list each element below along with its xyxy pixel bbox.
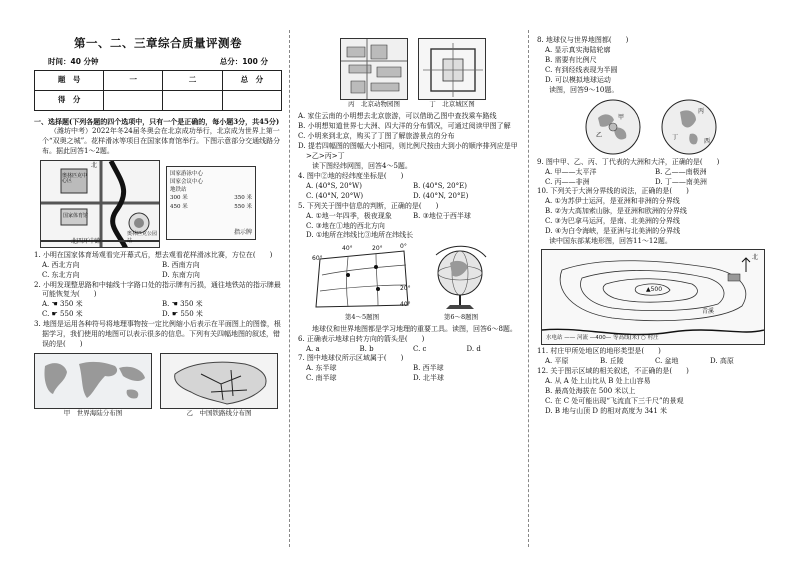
option[interactable]: D. ④为白令海峡，是亚洲与北美洲的分界线 [545,227,681,236]
q7-options [298,374,520,384]
stadium-label: 国家体育馆 [63,212,89,219]
column-divider [528,30,529,547]
hemisphere-left [584,98,642,156]
figure-jia [34,353,152,418]
china-rail-map-image [160,353,278,409]
option[interactable]: C. 南半球 [306,374,337,383]
q11-options [537,357,765,367]
grid-label: 60° [312,255,323,263]
option[interactable]: A. (40°S, 20°W) [306,181,362,190]
option[interactable]: A. ☚ 350 米 [42,300,83,309]
section-heading: 一、选择题(下列各题的四个选项中，只有一个是正确的，每小题3分，共45分) [34,116,280,126]
scale-item: 450 米 [170,203,188,210]
figure-bing [340,38,408,109]
sign-label: 指示牌 [233,229,252,237]
grid-label: 20° [400,285,411,293]
score-header: 二 [163,70,222,90]
caption-bing: 丙 北京动物园图 [348,100,400,108]
score-cell[interactable] [163,90,222,110]
option[interactable]: C. ③为巴拿马运河，是南、北美洲的分界线 [545,217,680,226]
q5-options [298,212,520,222]
time-limit: 时间：40 分钟 [48,57,99,67]
globe-label-bing: 丙 [698,107,705,115]
hemisphere-right [660,98,718,156]
legend-item: 国家会议中心 [170,178,204,185]
graticule-image [312,245,412,313]
caption-yi: 乙 中国铁路线分布图 [186,409,252,418]
globe-image [426,245,496,313]
question-3: 3. 地图是运用各种符号将地理事物按一定比例缩小后表示在平面图上的图像，根据学习，我们使用的地图可以表示很多的信息。下列有关四幅地图的叙述，错误的是( ) [34,320,281,349]
passage-1: （潍坊中考）2022年冬24届冬奥会在北京成功举行，北京成为世界上第一个“双奥之城”。花样滑冰等项目在国家体育馆举行。下图示意部分交通线路分布。据此回答1～2题。 [42,126,281,155]
contour-legend: 水电站 —— 河流 —400— 等高线(米) ○ 村庄 [546,335,659,342]
q9-options [537,168,765,178]
option[interactable]: B. ☚ 350 米 [162,300,203,309]
option[interactable]: B. 最高处海拔在 500 米以上 [545,386,636,395]
q1-options [34,271,282,281]
option[interactable]: C. 小明来到北京，购买了丁图了解旅游景点的分布 [298,132,455,141]
question-8: 8. 地球仪与世界地图都( ) [537,36,629,44]
score-header: 总 分 [222,70,281,90]
peak-label: ▲500 [646,286,663,294]
option[interactable]: D. ①地所在纬线比③地所在纬线长 [306,231,414,240]
passage-2: 读下图经纬网图，回答4～5题。 [312,161,412,170]
q5-options [298,222,520,232]
option[interactable]: B. ③地位于西半球 [413,211,471,220]
question-5: 5. 下列关于图中信息的判断，正确的是( ) [298,201,439,210]
column-divider [289,30,290,547]
option[interactable]: B. 小明想知道世界七大洲、四大洋的分布情况，可通过阅读甲图了解 [298,122,511,131]
grid-label: 40° [400,301,411,309]
olympic-area-map [40,160,160,248]
option[interactable]: D. d [466,344,481,353]
option[interactable]: D. 可以模拟地球运动 [545,75,611,84]
score-cell[interactable] [104,90,163,110]
option[interactable]: A. 家住云南的小明想去北京旅游，可以借助乙图中查找乘车路线 [298,112,497,121]
score-row-label: 得 分 [35,90,104,110]
option[interactable]: C. 有到经线表现为半圆 [545,65,618,74]
q4-options [298,192,520,202]
option[interactable]: A. 平原 [545,357,569,365]
olympic-center-label: 奥林匹克中心区 [62,172,88,185]
figure-olympic-map [40,160,282,248]
column-1 [34,32,282,547]
scale-item: 350 米 [234,195,252,202]
option[interactable]: C. 丙——非洲 [545,177,590,186]
globe-label-jia: 甲 [618,113,625,121]
figure-q3-maps-2 [340,38,520,109]
option[interactable]: B. b [359,344,374,353]
option[interactable]: C. 在 C 处可能出现“飞流直下三千尺”的景观 [545,396,684,405]
city-map-image [418,38,486,100]
option[interactable]: A. a [306,344,320,353]
option[interactable]: B. 乙——南极洲 [655,167,707,176]
option[interactable]: B. 西南方向 [162,260,200,269]
q10-options [537,197,765,237]
option[interactable]: D. 高原 [710,357,734,365]
option[interactable]: D. 提若四幅图的图幅大小相同，则比例尺按由大到小的顺序排列应是甲>乙>丙>丁 [298,142,518,160]
north-label: 北 [751,254,758,262]
question-2: 2. 小明发现整思路和中轴线十字路口处的指示牌有污损，通往地铁站的指示牌最可能恢复为( ) [34,280,281,299]
total-score: 总分：100 分 [219,57,268,67]
question-1: 1. 小明在国家体育场观看完开幕式后，想去观看花样滑冰比赛，方位在( ) [34,250,273,259]
column-2 [298,38,520,547]
option[interactable]: D. 北半球 [413,374,444,383]
question-10: 10. 下列关于大洲分界线的说法，正确的是( ) [537,187,689,196]
road-label: 北四环中路 [71,238,102,246]
q4-options [298,182,520,192]
figure-yi [160,353,278,418]
q3-options [298,112,520,162]
caption-ding: 丁 北京城区图 [429,100,475,108]
q6-options [298,345,520,355]
passage-3: 地球仪和世界地图都是学习地理的重要工具。读图，回答6～8题。 [312,324,517,333]
option[interactable]: D. 丁——南美洲 [655,177,707,186]
q9-options [537,178,765,188]
legend-panel [166,166,256,240]
station-label: 奥林匹克公园站 [127,230,158,244]
option[interactable]: A. 从 A 处上山比从 B 处上山容易 [545,376,651,385]
score-table [34,70,282,111]
figure-globe [426,245,496,322]
option[interactable]: C. c [413,344,427,353]
question-6: 6. 正确表示地球自转方向的箭头是( ) [298,334,425,343]
option[interactable]: C. (40°N, 20°W) [306,191,364,200]
question-7: 7. 图中地球仪所示区域属于( ) [298,354,404,363]
q12-options [537,377,765,417]
figure-q3-maps [34,353,282,418]
option[interactable]: D. (40°N, 20°E) [413,191,469,200]
legend-item: 地铁站 [170,187,187,194]
option[interactable]: A. 东半球 [306,364,337,373]
option[interactable]: D. ☛ 550 米 [162,310,203,319]
passage-5: 读中国东部某地形图，回答11～12题。 [549,237,672,246]
option[interactable]: A. 西北方向 [42,260,80,269]
q2-options [34,310,282,320]
q1-options [34,261,282,271]
figures-4-8 [312,245,520,322]
scale-item: 300 米 [170,195,188,202]
option[interactable]: D. 东南方向 [162,270,200,279]
question-9: 9. 图中甲、乙、丙、丁代表的大洲和大洋，正确的是( ) [537,157,720,166]
score-header: 一 [104,70,163,90]
caption-jia: 甲 世界海陆分布图 [63,409,123,418]
figure-graticule [312,245,412,322]
question-4: 4. 图中②地的经纬度坐标是( ) [298,171,404,180]
option[interactable]: C. 盆地 [655,357,679,365]
option[interactable]: B. 需要有比例尺 [545,55,597,64]
grid-label: 20° [372,245,383,253]
option[interactable]: C. ③地在①地的西北方向 [306,221,385,230]
score-cell[interactable] [222,90,281,110]
column-3 [537,36,765,547]
option[interactable]: C. ☛ 550 米 [42,310,83,319]
globe-label-ding: 丁 [672,133,679,141]
passage-4: 读图，回答9～10题。 [549,85,619,94]
globe-label-yi: 乙 [596,131,603,139]
option[interactable]: B. 西半球 [413,364,444,373]
caption-fig-4-5: 第4～5题图 [344,313,380,322]
option[interactable]: D. B 地与山顶 D 的相对高度为 341 米 [545,406,668,415]
scale-item: 550 米 [234,203,252,210]
village-label: 青溪 [702,308,715,316]
option[interactable]: A. ①地一年四季，极夜现象 [306,211,392,220]
north-label: 北 [91,161,98,169]
legend-item: 国家游泳中心 [170,170,204,177]
q5-options [298,231,520,241]
world-map-image [34,353,152,409]
figure-ding [418,38,486,109]
zoo-map-image [340,38,408,100]
score-header: 题 号 [35,70,104,90]
figure-hemispheres [537,98,765,156]
option[interactable]: A. 甲——太平洋 [545,167,597,176]
globe-label-xi: 西 [704,137,711,145]
caption-fig-6-8: 第6～8题图 [443,313,479,322]
grid-label: 40° [342,245,353,253]
option[interactable]: B. (40°S, 20°E) [413,181,467,190]
exam-title: 第一、二、三章综合质量评测卷 [74,36,242,50]
grid-label: 0° [400,243,407,251]
q2-options [34,300,282,310]
exam-meta [34,57,282,68]
option[interactable]: A. 显示真实海陆轮廓 [545,45,611,54]
question-11: 11. 村庄甲所处地区的地形类型是( ) [537,347,661,356]
q8-options [537,46,765,86]
contour-map [541,249,765,345]
q7-options [298,364,520,374]
option[interactable]: C. 东北方向 [42,270,80,279]
question-12: 12. 关于图示区域的相关叙述，不正确的是( ) [537,366,689,375]
option[interactable]: B. ②为大高加索山脉，是亚洲和欧洲的分界线 [545,207,687,216]
option[interactable]: B. 丘陵 [600,357,624,365]
option[interactable]: A. ①为苏伊士运河，是亚洲和非洲的分界线 [545,197,680,206]
